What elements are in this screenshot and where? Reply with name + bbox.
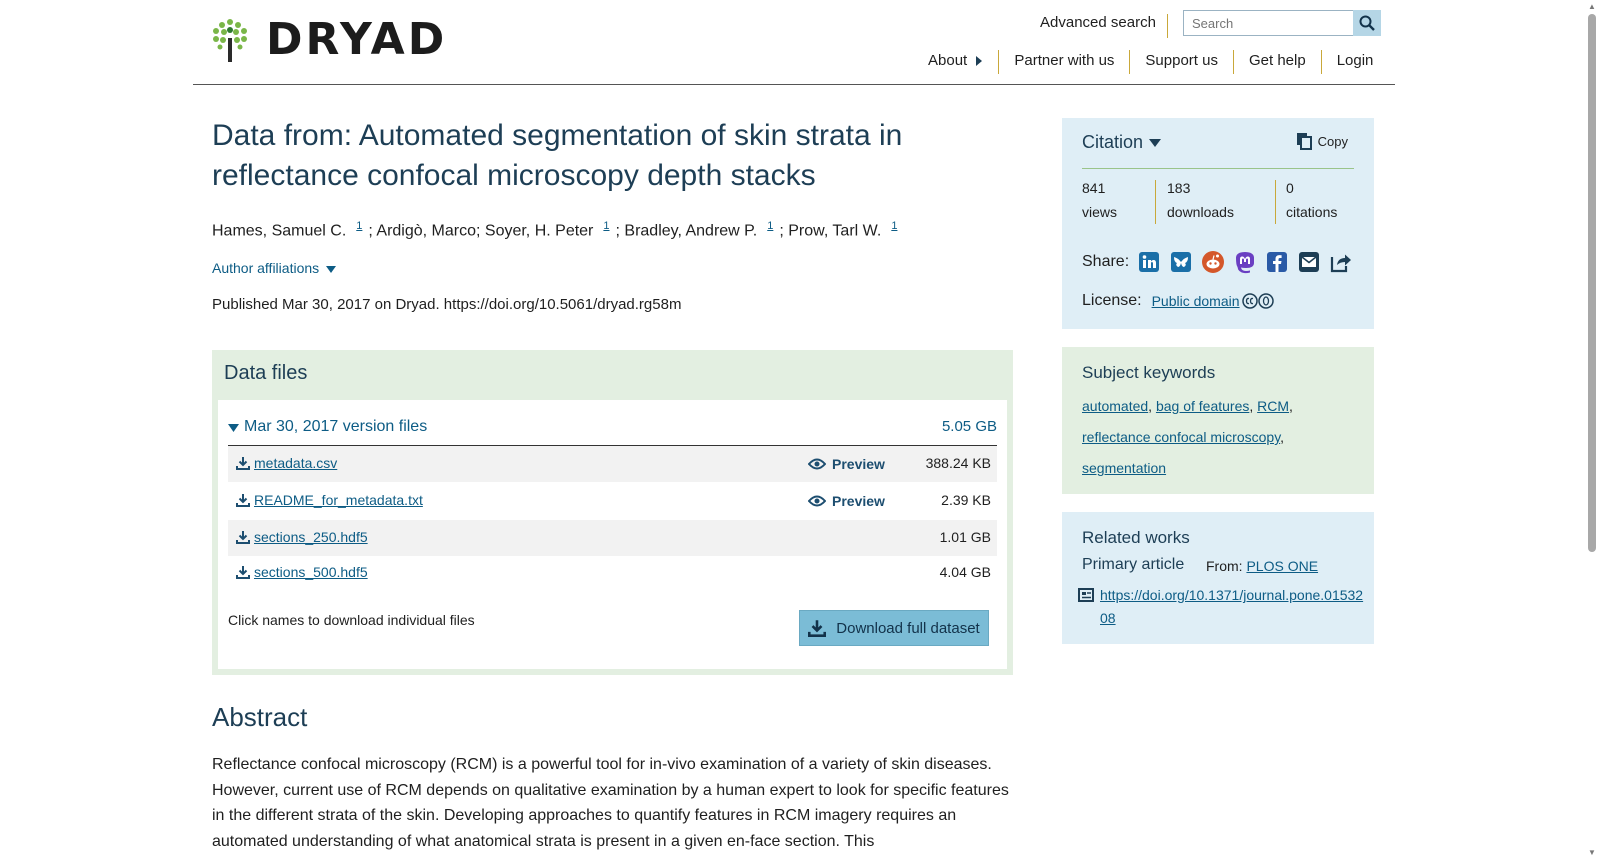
metric-divider	[1155, 180, 1156, 224]
article-icon	[1078, 588, 1094, 602]
download-full-dataset-button[interactable]	[799, 610, 989, 646]
file-link[interactable]: sections_500.hdf5	[254, 564, 368, 580]
metric-label: citations	[1286, 204, 1338, 220]
keyword-link[interactable]: RCM	[1257, 398, 1290, 414]
share-label: Share:	[1082, 253, 1130, 270]
eye-icon	[808, 458, 826, 470]
file-row	[228, 555, 997, 591]
keyword-link[interactable]: reflectance confocal microscopy	[1082, 429, 1281, 445]
keywords-heading: Subject keywords	[1082, 363, 1216, 382]
logo-wordmark: DRYAD	[266, 14, 448, 65]
related-doi-link[interactable]: https://doi.org/10.1371/journal.pone.0153208	[1100, 587, 1364, 626]
publication-info: Published Mar 30, 2017 on Dryad. https://doi.org/10.5061/dryad.rg58m	[212, 296, 682, 313]
copy-label: Copy	[1317, 133, 1348, 149]
copy-icon	[1296, 132, 1312, 150]
citation-toggle[interactable]	[1082, 132, 1161, 153]
file-link[interactable]: metadata.csv	[254, 455, 338, 471]
nav-login[interactable]: Login	[1321, 50, 1389, 74]
citation-divider	[1082, 168, 1354, 169]
download-full-label: Download full dataset	[836, 619, 980, 637]
citation-panel	[1062, 118, 1374, 329]
metric-value: 183	[1167, 180, 1191, 196]
search-input[interactable]	[1184, 11, 1357, 35]
nav-partner[interactable]: Partner with us	[998, 50, 1129, 74]
preview-button[interactable]	[808, 456, 885, 472]
author-name[interactable]: Bradley, Andrew P.	[624, 222, 758, 240]
file-link[interactable]: README_for_metadata.txt	[254, 492, 423, 508]
tree-logo-icon	[212, 18, 248, 62]
download-icon	[236, 565, 250, 579]
from-label: From:	[1206, 558, 1243, 574]
preview-label: Preview	[832, 456, 885, 472]
mastodon-icon[interactable]	[1233, 250, 1257, 274]
file-size: 4.04 GB	[939, 564, 991, 580]
dataset-title: Data from: Automated segmentation of skin strata in reflectance confocal microscopy depth stacks	[212, 119, 903, 192]
preview-label: Preview	[832, 493, 885, 509]
file-row	[228, 483, 997, 519]
author-name[interactable]: Hames, Samuel C.	[212, 222, 347, 240]
copy-citation-button[interactable]	[1296, 132, 1348, 150]
affiliation-ref[interactable]: 1	[603, 220, 610, 232]
caret-down-icon	[228, 424, 239, 432]
share-icon[interactable]	[1329, 250, 1353, 274]
nav-about-label: About	[928, 52, 968, 69]
journal-link[interactable]: PLOS ONE	[1246, 558, 1319, 574]
metric-views	[1082, 176, 1117, 224]
reddit-icon[interactable]	[1201, 250, 1225, 274]
citation-heading: Citation	[1082, 132, 1144, 152]
related-works-panel	[1062, 512, 1374, 644]
preview-button[interactable]	[808, 493, 885, 509]
affiliation-ref[interactable]: 1	[356, 220, 363, 232]
metric-citations	[1286, 176, 1337, 224]
metric-label: downloads	[1167, 204, 1234, 220]
search-box	[1183, 10, 1381, 36]
version-label: Mar 30, 2017 version files	[244, 418, 428, 435]
abstract-heading: Abstract	[212, 702, 308, 732]
affiliation-ref[interactable]: 1	[767, 220, 774, 232]
keyword-list: automated, bag of features, RCM, reflectance confocal microscopy, segmentation	[1082, 398, 1293, 476]
page-scrollbar[interactable]	[1584, 0, 1600, 861]
search-button[interactable]	[1353, 10, 1381, 36]
primary-article-label: Primary article	[1082, 556, 1185, 573]
file-size: 2.39 KB	[941, 492, 991, 508]
version-toggle[interactable]	[228, 412, 997, 446]
nav-help[interactable]: Get help	[1233, 50, 1321, 74]
file-row	[228, 446, 997, 482]
share-row	[1082, 250, 1353, 274]
license-label: License:	[1082, 292, 1142, 309]
metric-value: 841	[1082, 180, 1106, 196]
download-icon	[236, 456, 250, 470]
metric-downloads	[1167, 176, 1234, 224]
metric-divider	[1275, 180, 1276, 224]
linkedin-icon[interactable]	[1137, 250, 1161, 274]
author-name[interactable]: Ardigò, Marco; Soyer, H. Peter	[376, 222, 594, 240]
eye-icon	[808, 495, 826, 507]
metric-label: views	[1082, 204, 1118, 220]
related-works-heading: Related works	[1082, 528, 1190, 547]
affiliation-ref[interactable]: 1	[891, 220, 898, 232]
related-doi-row	[1078, 584, 1368, 630]
advanced-search-link[interactable]: Advanced search	[1040, 14, 1156, 31]
download-note: Click names to download individual files	[228, 612, 475, 628]
author-name[interactable]: Prow, Tarl W.	[788, 222, 882, 240]
author-affiliations-label: Author affiliations	[212, 260, 320, 276]
subject-keywords-panel	[1062, 347, 1374, 494]
license-link[interactable]: Public domain	[1151, 293, 1240, 309]
creative-commons-zero-icon	[1242, 293, 1274, 309]
header-rule	[193, 84, 1395, 85]
data-files-list	[218, 400, 1007, 669]
metric-value: 0	[1286, 180, 1294, 196]
dryad-logo[interactable]	[212, 14, 448, 65]
author-list: Hames, Samuel C. $^1$ ; Ardigò, Marco; Soyer, H. Peter $^1$ ; Bradley, Andrew P. $^1$ ; Prow, Tarl W. $^1$	[212, 220, 898, 240]
author-affiliations-toggle[interactable]	[212, 260, 336, 276]
download-icon	[808, 619, 826, 637]
scroll-down-arrow-icon[interactable]: ▼	[1588, 848, 1596, 857]
file-link[interactable]: sections_250.hdf5	[254, 529, 368, 545]
keyword-link[interactable]: segmentation	[1082, 460, 1167, 476]
email-icon[interactable]	[1297, 250, 1321, 274]
related-source	[1206, 558, 1318, 574]
license-row	[1082, 292, 1274, 310]
keyword-link[interactable]: bag of features	[1155, 398, 1250, 414]
caret-down-icon	[1149, 139, 1161, 147]
download-icon	[236, 493, 250, 507]
scroll-up-arrow-icon[interactable]: ▲	[1588, 2, 1596, 11]
caret-right-icon	[975, 56, 983, 66]
keyword-link[interactable]: automated	[1082, 398, 1149, 414]
header-divider	[1167, 14, 1168, 38]
abstract-text: Reflectance confocal microscopy (RCM) is a powerful tool for in-vivo examination of a variety of skin diseases. However, current use of RCM depends on qualitative examination by a human expert to look for specific features in the different strata of the skin. Developing approaches to quantify features in RCM imagery requires an automated understanding of what anatomical strata is present in a given en-face section. This	[212, 756, 1009, 850]
data-files-panel	[212, 350, 1013, 675]
version-size: 5.05 GB	[941, 418, 997, 435]
file-row	[228, 520, 997, 556]
file-size: 388.24 KB	[925, 455, 991, 471]
facebook-icon[interactable]	[1265, 250, 1289, 274]
nav-support[interactable]: Support us	[1129, 50, 1233, 74]
nav-about[interactable]	[928, 50, 998, 74]
file-size: 1.01 GB	[939, 529, 991, 545]
search-icon	[1359, 15, 1375, 31]
download-icon	[236, 530, 250, 544]
caret-down-icon	[326, 266, 336, 273]
scrollbar-thumb[interactable]	[1588, 14, 1596, 552]
data-files-heading: Data files	[224, 362, 308, 384]
main-nav	[928, 50, 1388, 74]
bluesky-icon[interactable]	[1169, 250, 1193, 274]
